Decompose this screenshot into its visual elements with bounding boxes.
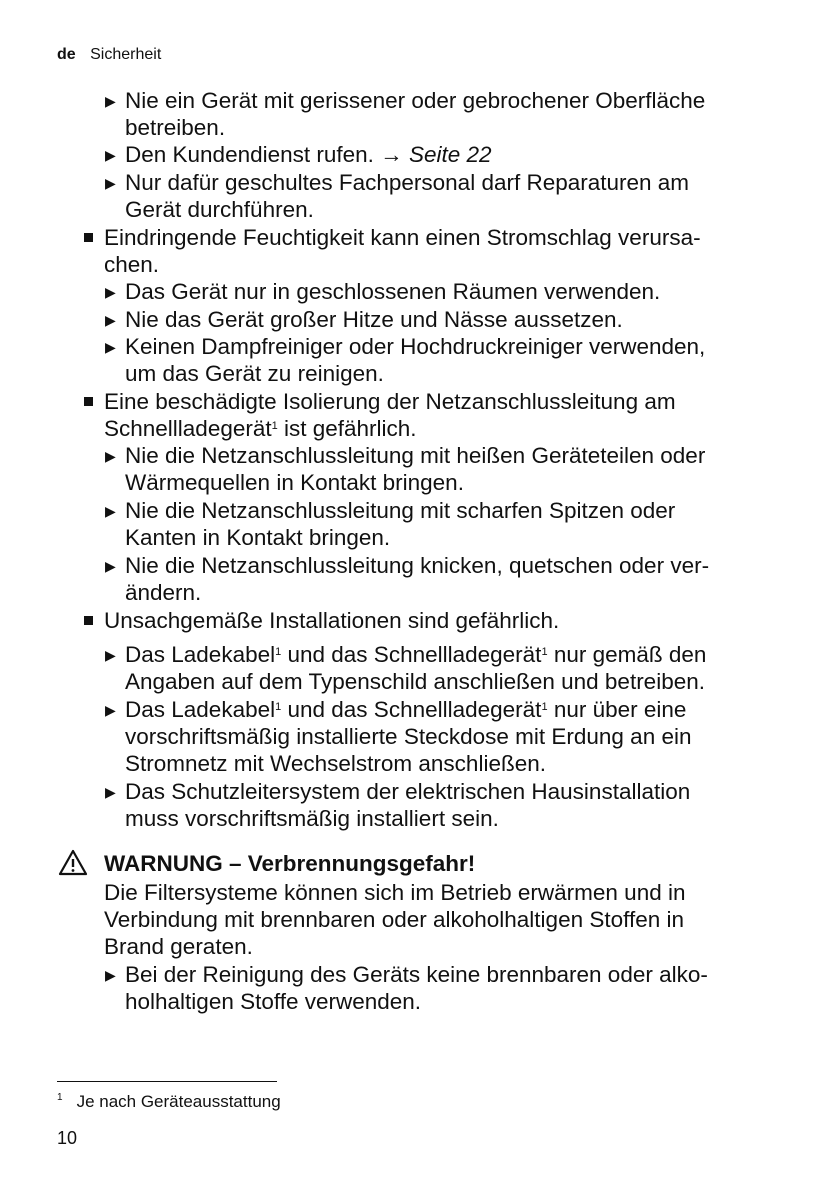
text-line: muss vorschriftsmäßig installiert sein. bbox=[125, 806, 499, 831]
text-line: um das Gerät zu reinigen. bbox=[125, 361, 384, 386]
footnote-marker: 1 bbox=[541, 701, 548, 713]
section-title: Sicherheit bbox=[90, 46, 162, 63]
text-line: Eine beschädigte Isolierung der Netzanschlussleitung am bbox=[104, 389, 676, 414]
text-span: nur gemäß den bbox=[547, 642, 707, 667]
footnote bbox=[57, 1092, 281, 1112]
text-line: Kanten in Kontakt bringen. bbox=[125, 525, 391, 550]
text-line: Brand geraten. bbox=[104, 934, 253, 959]
warning-triangle-icon bbox=[58, 849, 88, 876]
text-span: Schnellladegerät bbox=[104, 416, 272, 441]
text-line: Die Filtersysteme können sich im Betrieb erwärmen und in bbox=[104, 880, 686, 905]
text-line: Wärmequellen in Kontakt bringen. bbox=[125, 470, 464, 495]
right-arrow-icon: → bbox=[380, 142, 403, 167]
text-span: und das Schnellladegerät bbox=[281, 642, 542, 667]
text-line: Eindringende Feuchtigkeit kann einen Stromschlag verursa- bbox=[104, 225, 701, 250]
arrow-bullet-icon: ▶ bbox=[105, 967, 116, 983]
text-line: Nie die Netzanschlussleitung knicken, quetschen oder ver- bbox=[125, 553, 710, 578]
text-line: chen. bbox=[104, 252, 160, 277]
text-line: Nie die Netzanschlussleitung mit heißen Geräteteilen oder bbox=[125, 443, 706, 468]
text-line bbox=[125, 641, 706, 668]
square-bullet-icon bbox=[84, 233, 93, 242]
text-line: Keinen Dampfreiniger oder Hochdruckreiniger verwenden, bbox=[125, 334, 706, 359]
footnote-marker: 1 bbox=[541, 646, 548, 658]
text-line: Nur dafür geschultes Fachpersonal darf Reparaturen am bbox=[125, 170, 690, 195]
text-line: ändern. bbox=[125, 580, 202, 605]
text-line: Nie das Gerät großer Hitze und Nässe aussetzen. bbox=[125, 307, 623, 332]
footnote-divider bbox=[57, 1081, 277, 1082]
text-line: Nie ein Gerät mit gerissener oder gebrochener Oberfläche bbox=[125, 88, 706, 113]
text-line bbox=[125, 696, 686, 723]
arrow-bullet-icon: ▶ bbox=[105, 503, 116, 519]
page-number: 10 bbox=[57, 1128, 78, 1148]
text-line: holhaltigen Stoffe verwenden. bbox=[125, 989, 422, 1014]
text-line: Bei der Reinigung des Geräts keine brennbaren oder alko- bbox=[125, 962, 708, 987]
footnote-marker: 1 bbox=[271, 420, 278, 432]
text-line: Unsachgemäße Installationen sind gefährlich. bbox=[104, 608, 560, 633]
text-line: Angaben auf dem Typenschild anschließen und betreiben. bbox=[125, 669, 705, 694]
text-line bbox=[125, 141, 492, 168]
text-span: Den Kundendienst rufen. bbox=[125, 142, 374, 167]
arrow-bullet-icon: ▶ bbox=[105, 784, 116, 800]
arrow-bullet-icon: ▶ bbox=[105, 93, 116, 109]
arrow-bullet-icon: ▶ bbox=[105, 558, 116, 574]
arrow-bullet-icon: ▶ bbox=[105, 339, 116, 355]
language-code: de bbox=[57, 46, 76, 63]
arrow-bullet-icon: ▶ bbox=[105, 647, 116, 663]
text-span: nur über eine bbox=[547, 697, 687, 722]
text-span: und das Schnellladegerät bbox=[281, 697, 542, 722]
arrow-bullet-icon: ▶ bbox=[105, 702, 116, 718]
text-line: Nie die Netzanschlussleitung mit scharfen Spitzen oder bbox=[125, 498, 676, 523]
footnote-marker: 1 bbox=[275, 646, 282, 658]
text-line: vorschriftsmäßig installierte Steckdose mit Erdung an ein bbox=[125, 724, 692, 749]
arrow-bullet-icon: ▶ bbox=[105, 284, 116, 300]
text-line: betreiben. bbox=[125, 115, 226, 140]
arrow-bullet-icon: ▶ bbox=[105, 175, 116, 191]
square-bullet-icon bbox=[84, 397, 93, 406]
warning-title: WARNUNG – Verbrennungsgefahr! bbox=[104, 851, 476, 876]
footnote-marker: 1 bbox=[275, 701, 282, 713]
footnote-text: Je nach Geräteausstattung bbox=[76, 1092, 281, 1111]
footnote-number: 1 bbox=[57, 1092, 63, 1103]
arrow-bullet-icon: ▶ bbox=[105, 312, 116, 328]
page-reference-link[interactable]: Seite 22 bbox=[408, 142, 492, 167]
text-line bbox=[104, 415, 417, 442]
text-line: Das Schutzleitersystem der elektrischen Hausinstallation bbox=[125, 779, 691, 804]
arrow-bullet-icon: ▶ bbox=[105, 147, 116, 163]
text-span: Das Ladekabel bbox=[125, 642, 276, 667]
text-span: ist gefährlich. bbox=[277, 416, 417, 441]
text-line: Stromnetz mit Wechselstrom anschließen. bbox=[125, 751, 546, 776]
square-bullet-icon bbox=[84, 616, 93, 625]
page-header bbox=[57, 46, 161, 64]
text-line: Verbindung mit brennbaren oder alkoholhaltigen Stoffen in bbox=[104, 907, 685, 932]
text-line: Gerät durchführen. bbox=[125, 197, 314, 222]
text-span: Das Ladekabel bbox=[125, 697, 276, 722]
text-line: Das Gerät nur in geschlossenen Räumen verwenden. bbox=[125, 279, 661, 304]
arrow-bullet-icon: ▶ bbox=[105, 448, 116, 464]
